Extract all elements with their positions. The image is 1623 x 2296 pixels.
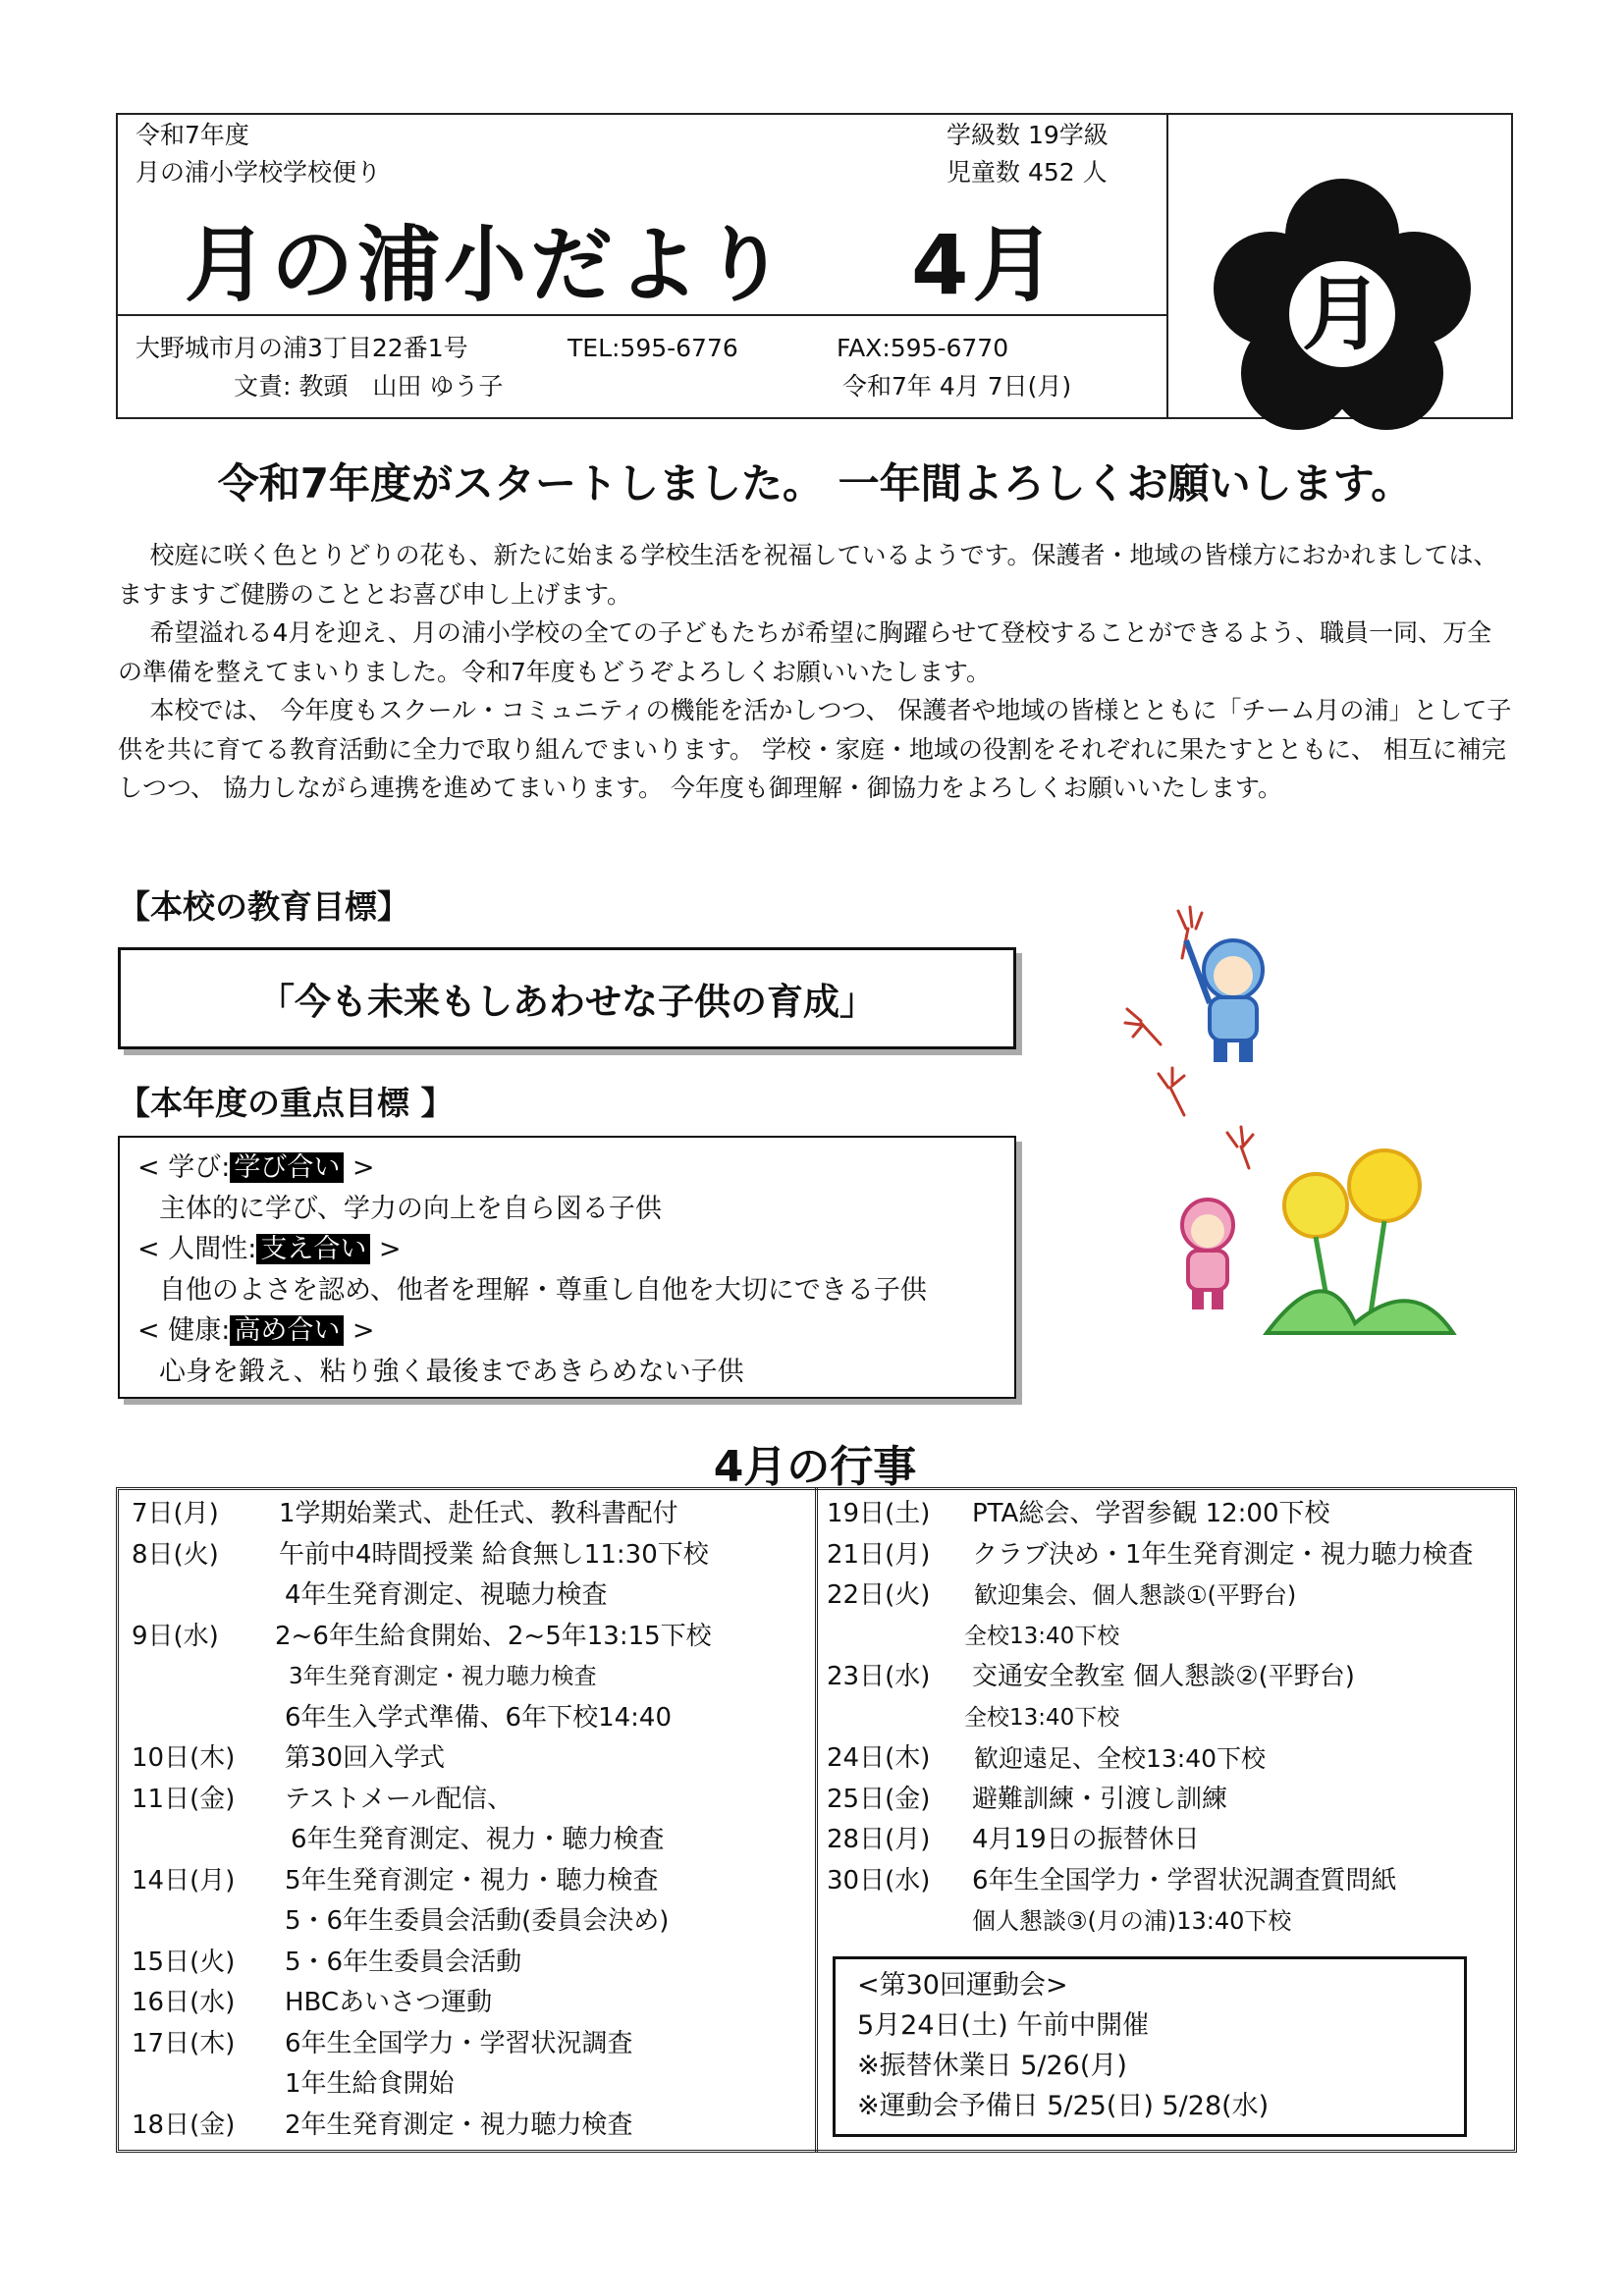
event-text: 交通安全教室 個人懇談②(平野台) bbox=[972, 1662, 1355, 1691]
event-date: 24日(木) bbox=[827, 1743, 931, 1773]
focus-highlight: 支え合い bbox=[256, 1234, 370, 1264]
event-date: 11日(金) bbox=[132, 1784, 236, 1814]
event-text: 5・6年生委員会活動(委員会決め) bbox=[285, 1906, 670, 1936]
event-row bbox=[132, 1943, 712, 1984]
event-row bbox=[132, 1861, 712, 1902]
event-text: PTA総会、学習参観 12:00下校 bbox=[972, 1499, 1330, 1528]
focus-goal-box bbox=[118, 1136, 1016, 1399]
event-date bbox=[132, 1698, 285, 1739]
events-column-divider bbox=[815, 1487, 818, 2153]
event-text: 6年生入学式準備、6年下校14:40 bbox=[285, 1702, 673, 1733]
event-date: 8日(火) bbox=[132, 1539, 219, 1570]
event-date bbox=[132, 1575, 285, 1617]
bracket-close: > bbox=[370, 1234, 402, 1264]
event-text: 6年生全国学力・学習状況調査質問紙 bbox=[972, 1865, 1397, 1896]
event-date bbox=[827, 1698, 964, 1739]
student-count: 児童数 452 人 bbox=[947, 158, 1108, 187]
event-date: 17日(木) bbox=[132, 2028, 236, 2058]
event-date bbox=[132, 1657, 289, 1698]
event-row bbox=[827, 1657, 1474, 1698]
event-row bbox=[132, 1780, 712, 1821]
event-text: テストメール配信、 bbox=[285, 1784, 514, 1814]
event-text: 1年生給食開始 bbox=[285, 2069, 455, 2099]
event-row bbox=[827, 1901, 1474, 1943]
focus-label: 人間性: bbox=[168, 1234, 257, 1264]
event-date bbox=[827, 1617, 964, 1658]
emblem-text: 月 bbox=[1301, 268, 1383, 361]
focus-goal-row bbox=[137, 1229, 997, 1270]
sports-day-line: ※運動会予備日 5/25(日) 5/28(水) bbox=[857, 2091, 1270, 2121]
sports-day-box bbox=[833, 1956, 1467, 2137]
event-text: 全校13:40下校 bbox=[964, 1623, 1120, 1649]
event-text: 2~6年生給食開始、2~5年13:15下校 bbox=[275, 1621, 712, 1651]
school-emblem-icon bbox=[1210, 179, 1475, 444]
focus-goal-desc: 自他のよさを認め、他者を理解・尊重し自他を大切にできる子供 bbox=[159, 1274, 927, 1306]
bracket-close: > bbox=[344, 1315, 375, 1346]
event-text: 4月19日の振替休日 bbox=[972, 1825, 1200, 1854]
event-text: 全校13:40下校 bbox=[964, 1704, 1120, 1731]
event-date bbox=[132, 1820, 291, 1861]
event-date: 28日(月) bbox=[827, 1825, 931, 1854]
event-text: 1学期始業式、赴任式、教科書配付 bbox=[279, 1499, 678, 1528]
event-text: 個人懇談③(月の浦)13:40下校 bbox=[972, 1907, 1292, 1935]
school-tel: TEL:595-6776 bbox=[568, 334, 738, 362]
bracket-open: < bbox=[137, 1315, 169, 1346]
event-text: クラブ決め・1年生発育測定・視力聴力検査 bbox=[972, 1539, 1474, 1570]
event-text: 歓迎集会、個人懇談①(平野台) bbox=[974, 1581, 1297, 1609]
event-row bbox=[827, 1861, 1474, 1902]
event-row bbox=[132, 1494, 712, 1535]
school-address: 大野城市月の浦3丁目22番1号 bbox=[135, 334, 468, 362]
event-date: 16日(水) bbox=[132, 1988, 236, 2017]
event-date: 18日(金) bbox=[132, 2109, 236, 2140]
event-row bbox=[132, 1698, 712, 1739]
event-text: 避難訓練・引渡し訓練 bbox=[972, 1784, 1228, 1814]
event-row bbox=[132, 2064, 712, 2106]
focus-goal-row bbox=[137, 1310, 997, 1352]
event-row bbox=[827, 1535, 1474, 1576]
events-right-column bbox=[827, 1494, 1474, 1943]
issue-date: 令和7年 4月 7日(月) bbox=[842, 372, 1072, 400]
event-text: 第30回入学式 bbox=[285, 1743, 446, 1773]
event-row bbox=[132, 1535, 712, 1576]
event-row bbox=[132, 2106, 712, 2147]
focus-goal-heading: 【本年度の重点目標 】 bbox=[118, 1084, 454, 1122]
sports-day-line: ※振替休業日 5/26(月) bbox=[857, 2051, 1127, 2081]
class-count: 学級数 19学級 bbox=[947, 121, 1109, 149]
intro-body bbox=[118, 536, 1512, 808]
sports-day-title: <第30回運動会> bbox=[857, 1970, 1068, 2001]
event-row bbox=[132, 1820, 712, 1861]
event-date: 14日(月) bbox=[132, 1865, 236, 1896]
focus-goal-row bbox=[137, 1148, 997, 1189]
event-date: 23日(水) bbox=[827, 1662, 931, 1691]
sports-day-line: 5月24日(土) 午前中開催 bbox=[857, 2010, 1150, 2041]
event-date: 15日(火) bbox=[132, 1947, 236, 1977]
event-date: 7日(月) bbox=[132, 1499, 219, 1528]
focus-goal-desc: 主体的に学び、学力の向上を自ら図る子供 bbox=[159, 1193, 662, 1224]
event-date: 25日(金) bbox=[827, 1784, 931, 1814]
event-row bbox=[132, 1901, 712, 1943]
school-fax: FAX:595-6770 bbox=[837, 334, 1009, 362]
bracket-open: < bbox=[137, 1152, 169, 1183]
event-row bbox=[827, 1738, 1474, 1780]
school-goal-box bbox=[118, 947, 1016, 1049]
intro-paragraph: 校庭に咲く色とりどりの花も、新たに始まる学校生活を祝福しているようです。保護者・地域の皆様方におかれましては、ますますご健勝のこととお喜び申し上げます。 bbox=[118, 541, 1498, 609]
event-row bbox=[132, 1738, 712, 1780]
event-row bbox=[132, 2024, 712, 2065]
event-row bbox=[827, 1698, 1474, 1739]
event-text: 3年生発育測定・視力聴力検査 bbox=[289, 1664, 597, 1689]
event-text: 2年生発育測定・視力聴力検査 bbox=[285, 2109, 633, 2140]
event-row bbox=[132, 1575, 712, 1617]
event-row bbox=[132, 1983, 712, 2024]
focus-goal-desc: 心身を鍛え、粘り強く最後まであきらめない子供 bbox=[159, 1356, 744, 1387]
event-text: 4年生発育測定、視聴力検査 bbox=[285, 1580, 608, 1610]
intro-headline: 令和7年度がスタートしました。 一年間よろしくお願いします。 bbox=[217, 459, 1413, 507]
event-row bbox=[827, 1494, 1474, 1535]
event-date: 21日(月) bbox=[827, 1539, 931, 1570]
event-date: 10日(木) bbox=[132, 1743, 236, 1773]
author-line: 文責: 教頭 山田 ゆう子 bbox=[234, 372, 504, 400]
dandelion-children-illustration bbox=[1119, 901, 1492, 1372]
event-row bbox=[132, 1657, 712, 1698]
focus-highlight: 高め合い bbox=[230, 1315, 344, 1346]
events-left-column bbox=[132, 1494, 712, 2146]
event-row bbox=[827, 1820, 1474, 1861]
event-text: HBCあいさつ運動 bbox=[285, 1988, 493, 2017]
newsletter-title: 月の浦小だより bbox=[185, 217, 790, 313]
school-goal-heading: 【本校の教育目標】 bbox=[118, 887, 409, 926]
event-text: 6年生全国学力・学習状況調査 bbox=[285, 2028, 633, 2058]
school-goal-text: 「今も未来もしあわせな子供の育成」 bbox=[258, 981, 876, 1023]
event-text: 午前中4時間授業 給食無し11:30下校 bbox=[279, 1539, 709, 1570]
event-text: 6年生発育測定、視力・聴力検査 bbox=[291, 1825, 665, 1854]
events-title: 4月の行事 bbox=[713, 1442, 917, 1492]
event-date: 19日(土) bbox=[827, 1499, 931, 1528]
event-date: 9日(水) bbox=[132, 1621, 219, 1651]
event-date: 22日(火) bbox=[827, 1580, 931, 1610]
focus-label: 健康: bbox=[168, 1315, 231, 1346]
newsletter-label: 月の浦小学校学校便り bbox=[135, 158, 382, 187]
year-label: 令和7年度 bbox=[135, 121, 249, 149]
intro-paragraph: 本校では、 今年度もスクール・コミュニティの機能を活かしつつ、 保護者や地域の皆様とともに「チーム月の浦」として子供を共に育てる教育活動に全力で取り組んでまいります。 学校・家庭・地域の役割をそれぞれに果たすとともに、 相互に補完しつつ、 協力しながら連携を進めてまいります。 今年度も御理解・御協力をよろしくお願いいたします。 bbox=[118, 696, 1512, 802]
newsletter-month: 4月 bbox=[911, 217, 1059, 313]
event-text: 5・6年生委員会活動 bbox=[285, 1947, 522, 1977]
intro-paragraph: 希望溢れる4月を迎え、月の浦小学校の全ての子どもたちが希望に胸躍らせて登校することができるよう、職員一同、万全の準備を整えてまいりました。令和7年度もどうぞよろしくお願いいたします。 bbox=[118, 618, 1492, 686]
event-row bbox=[132, 1617, 712, 1658]
focus-label: 学び: bbox=[168, 1152, 231, 1183]
event-text: 歓迎遠足、全校13:40下校 bbox=[974, 1744, 1267, 1773]
event-row bbox=[827, 1575, 1474, 1617]
focus-highlight: 学び合い bbox=[230, 1152, 344, 1183]
event-date bbox=[132, 1901, 285, 1943]
event-date bbox=[827, 1901, 972, 1943]
bracket-close: > bbox=[344, 1152, 375, 1183]
event-row bbox=[827, 1617, 1474, 1658]
event-date: 30日(水) bbox=[827, 1865, 931, 1896]
event-date bbox=[132, 2064, 285, 2106]
event-text: 5年生発育測定・視力・聴力検査 bbox=[285, 1865, 659, 1896]
event-row bbox=[827, 1780, 1474, 1821]
bracket-open: < bbox=[137, 1234, 169, 1264]
